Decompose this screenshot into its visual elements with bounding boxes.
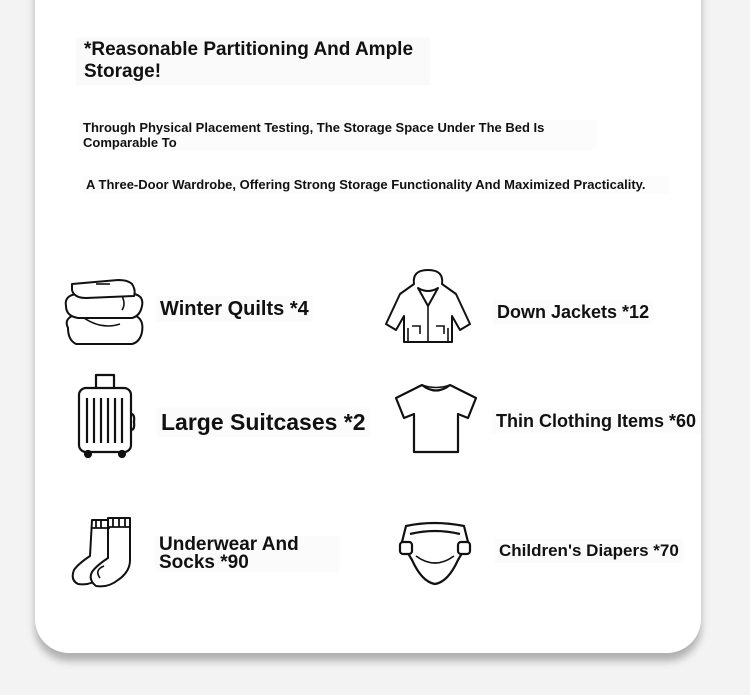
folded-quilt-icon [62,276,148,348]
suitcase-icon [74,372,136,458]
tshirt-icon [394,382,478,454]
item-label-thin-clothing: Thin Clothing Items *60 [492,409,700,433]
storage-headline: *Reasonable Partitioning And Ample Storage! [76,37,430,85]
item-label-down-jackets: Down Jackets *12 [493,300,653,324]
storage-description-2: A Three-Door Wardrobe, Offering Strong Storage Functionality And Maximized Practicality. [82,176,670,194]
down-jacket-icon [384,268,472,346]
item-label-large-suitcases: Large Suitcases *2 [157,407,370,437]
item-label-underwear-socks: Underwear And Socks *90 [155,536,339,572]
socks-icon [70,514,136,590]
item-label-childrens-diapers: Children's Diapers *70 [495,539,683,563]
storage-description-1: Through Physical Placement Testing, The Storage Space Under The Bed Is Comparable To [79,120,597,150]
diaper-icon [398,520,472,588]
item-label-winter-quilts: Winter Quilts *4 [156,296,313,322]
